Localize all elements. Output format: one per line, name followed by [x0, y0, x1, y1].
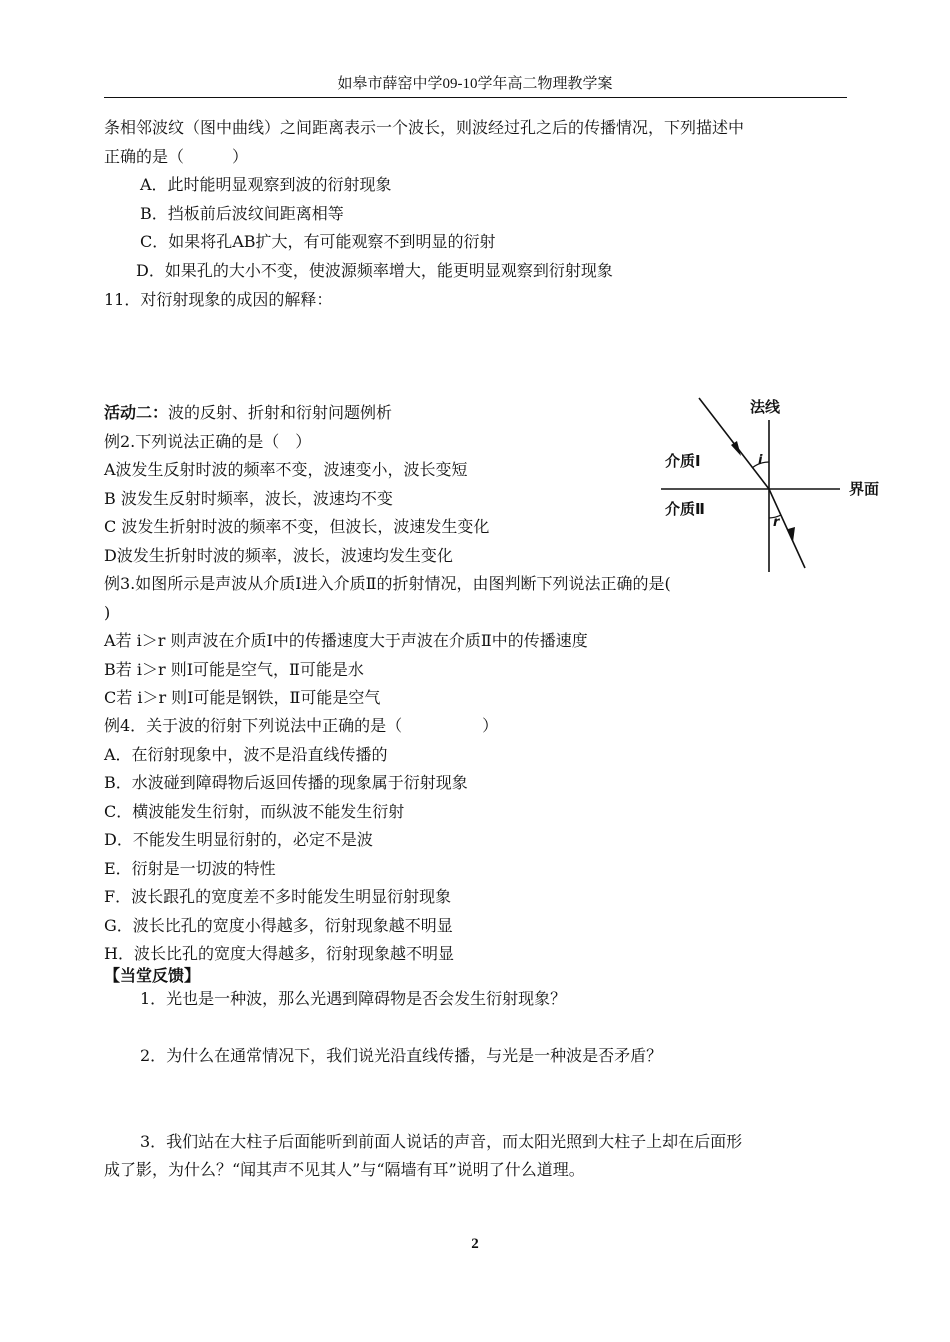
feedback-title: 【当堂反馈】 — [104, 966, 201, 985]
example4-option-g: G．波长比孔的宽度小得越多，衍射现象越不明显 — [104, 916, 453, 935]
normal-label: 法线 — [750, 398, 781, 416]
activity2-label: 活动二： — [104, 403, 169, 422]
activity2-title: 波的反射、折射和衍射问题例析 — [168, 403, 393, 422]
q10-option-d: D．如果孔的大小不变，使波源频率增大，能更明显观察到衍射现象 — [136, 261, 613, 280]
example4-option-c: C．横波能发生衍射，而纵波不能发生衍射 — [104, 802, 405, 821]
example3-stem-2: ) — [104, 603, 111, 622]
example4-option-f: F．波长跟孔的宽度差不多时能发生明显衍射现象 — [104, 887, 452, 906]
feedback-question-1: 1．光也是一种波，那么光遇到障碍物是否会发生衍射现象？ — [140, 989, 567, 1008]
example2-option-c: C 波发生折射时波的频率不变，但波长，波速发生变化 — [104, 517, 490, 536]
example4-stem: 例4．关于波的衍射下列说法中正确的是（ ） — [104, 716, 499, 735]
example2-option-d: D波发生折射时波的频率，波长，波速均发生变化 — [104, 546, 453, 565]
example3-option-c: C若 i＞r 则Ⅰ可能是钢铁，Ⅱ可能是空气 — [104, 688, 381, 707]
medium-2-label: 介质Ⅱ — [665, 500, 705, 518]
feedback-question-3-line-2: 成了影，为什么？“闻其声不见其人”与“隔墙有耳”说明了什么道理。 — [104, 1160, 585, 1179]
example4-option-a: A．在衍射现象中，波不是沿直线传播的 — [104, 745, 388, 764]
example4-option-b: B．水波碰到障碍物后返回传播的现象属于衍射现象 — [104, 773, 468, 792]
header-rule — [104, 97, 847, 98]
interface-label: 界面 — [849, 480, 880, 498]
feedback-question-3-line-1: 3．我们站在大柱子后面能听到前面人说话的声音，而太阳光照到大柱子上却在后面形 — [140, 1132, 743, 1151]
q10-stem-line-2: 正确的是（ ） — [104, 147, 249, 166]
example4-option-e: E．衍射是一切波的特性 — [104, 859, 276, 878]
q10-option-c: C．如果将孔AB扩大，有可能观察不到明显的衍射 — [140, 232, 496, 251]
q11-text: 11．对衍射现象的成因的解释： — [104, 290, 333, 309]
q10-option-b: B．挡板前后波纹间距离相等 — [140, 204, 344, 223]
angle-r-label: r — [773, 515, 780, 530]
page-number: 2 — [471, 1236, 479, 1252]
example2-stem: 例2.下列说法正确的是（ ） — [104, 432, 312, 451]
refraction-diagram — [655, 390, 905, 580]
q10-stem-line-1: 条相邻波纹（图中曲线）之间距离表示一个波长，则波经过孔之后的传播情况，下列描述中 — [104, 118, 745, 137]
incident-arrow-icon — [731, 441, 741, 456]
example4-option-d: D．不能发生明显衍射的，必定不是波 — [104, 830, 373, 849]
medium-1-label: 介质Ⅰ — [665, 452, 701, 470]
angle-i-label: i — [758, 453, 763, 468]
example2-option-a: A波发生反射时波的频率不变，波速变小，波长变短 — [104, 460, 468, 479]
example3-option-a: A若 i＞r 则声波在介质Ⅰ中的传播速度大于声波在介质Ⅱ中的传播速度 — [104, 631, 588, 650]
example3-stem-1: 例3.如图所示是声波从介质Ⅰ进入介质Ⅱ的折射情况，由图判断下列说法正确的是( — [104, 574, 671, 593]
example3-option-b: B若 i＞r 则Ⅰ可能是空气，Ⅱ可能是水 — [104, 660, 364, 679]
page-header: 如皋市薛窑中学09-10学年高二物理教学案 — [337, 76, 613, 92]
q10-option-a: A．此时能明显观察到波的衍射现象 — [140, 175, 392, 194]
feedback-question-2: 2．为什么在通常情况下，我们说光沿直线传播，与光是一种波是否矛盾？ — [140, 1046, 663, 1065]
example4-option-h: H．波长比孔的宽度大得越多，衍射现象越不明显 — [104, 944, 454, 963]
example2-option-b: B 波发生反射时频率，波长，波速均不变 — [104, 489, 393, 508]
activity2-heading — [104, 403, 392, 423]
